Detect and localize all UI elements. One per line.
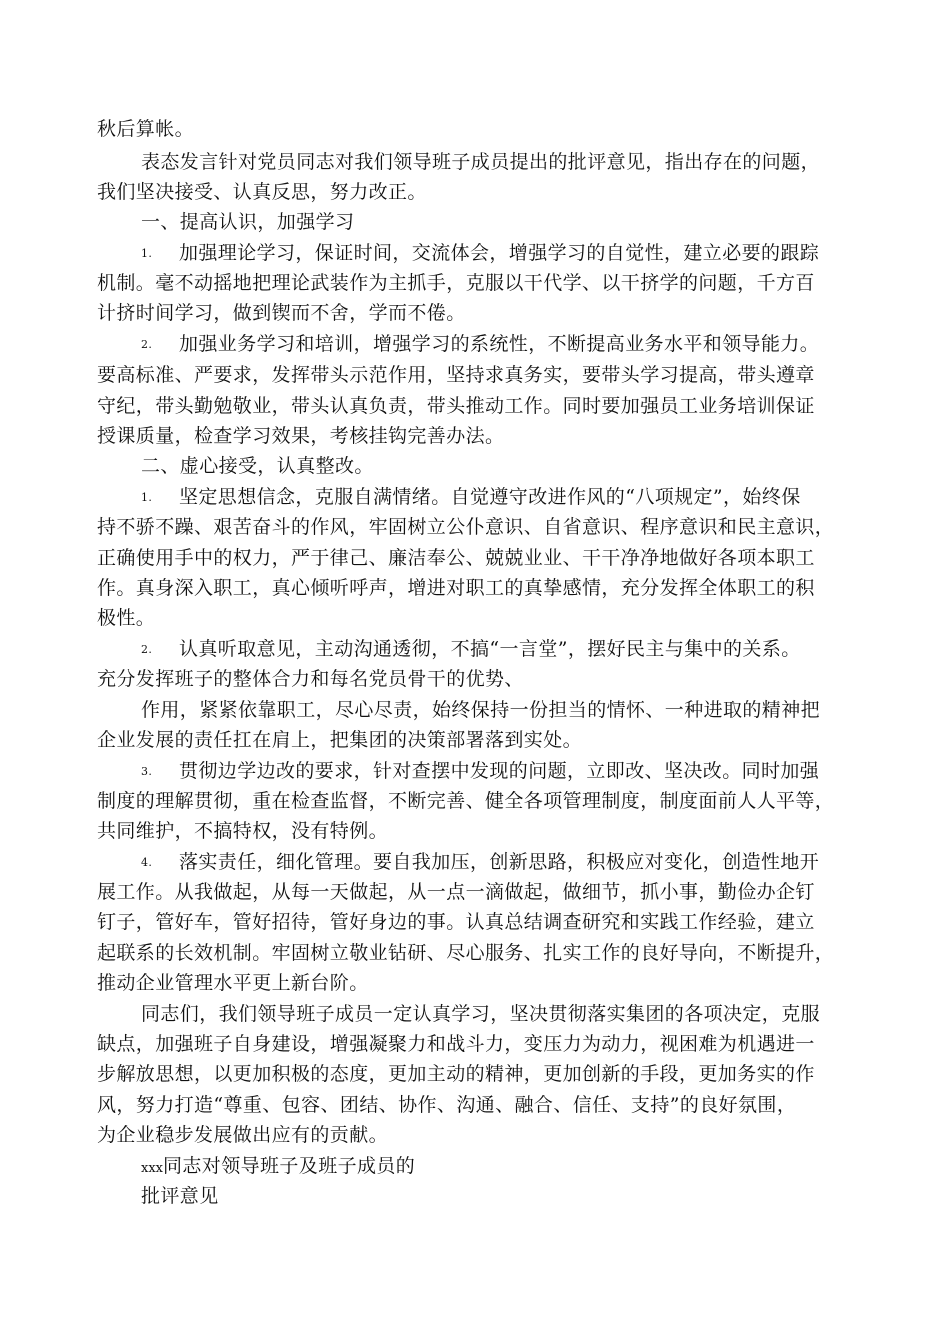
- text-line: 充分发挥班子的整体合力和每名党员骨干的优势、: [97, 668, 524, 690]
- list-number: 1.: [141, 247, 153, 260]
- list-item-2-2: [141, 634, 801, 665]
- section-heading-1: 一、提高认识，加强学习: [141, 211, 355, 233]
- text-line: 守纪，带头勤勉敬业，带头认真负责，带头推动工作。同时要加强员工业务培训保证: [97, 395, 815, 417]
- list-number: 4.: [141, 856, 153, 869]
- text-line: 钉子，管好车，管好招待，管好身边的事。认真总结调查研究和实践工作经验，建立: [97, 911, 815, 933]
- text-line: 授课质量，检查学习效果，考核挂钩完善办法。: [97, 425, 505, 447]
- text-line: 计挤时间学习，做到锲而不舍，学而不倦。: [97, 302, 466, 324]
- text-line: 展工作。从我做起，从每一天做起，从一点一滴做起，做细节，抓小事，勤俭办企钉: [97, 881, 815, 903]
- text-line: 企业发展的责任扛在肩上，把集团的决策部署落到实处。: [97, 729, 583, 751]
- text-line: 起联系的长效机制。牢固树立敬业钻研、尽心服务、扎实工作的良好导向，不断提升，: [97, 942, 835, 964]
- text-line: 缺点，加强班子自身建设，增强凝聚力和战斗力，变压力为动力，视困难为机遇进一: [97, 1033, 815, 1055]
- text-line: 风，努力打造“尊重、包容、团结、协作、沟通、融合、信任、支持”的良好氛围，: [97, 1094, 797, 1116]
- text-line: 极性。: [97, 607, 156, 629]
- list-item-1-2: [141, 329, 819, 360]
- text-line: 要高标准、严要求，发挥带头示范作用，坚持求真务实，要带头学习提高，带头遵章: [97, 364, 815, 386]
- list-item-2-4: [141, 847, 819, 878]
- title-text: 同志对领导班子及班子成员的: [163, 1155, 416, 1177]
- text-line: 认真听取意见，主动沟通透彻，不搞“一言堂”，摆好民主与集中的关系。: [179, 638, 801, 660]
- text-line: 落实责任，细化管理。要自我加压，创新思路，积极应对变化，创造性地开: [179, 851, 820, 873]
- text-line: 制度的理解贯彻，重在检查监督，不断完善、健全各项管理制度，制度面前人人平等，: [97, 790, 835, 812]
- list-item-2-3: [141, 756, 819, 787]
- text-line: 贯彻边学边改的要求，针对查摆中发现的问题，立即改、坚决改。同时加强: [179, 760, 820, 782]
- list-number: 2.: [141, 643, 153, 656]
- text-line: 秋后算帐。: [97, 118, 195, 140]
- list-number: 1.: [141, 491, 153, 504]
- paragraph-statement: 表态发言针对党员同志对我们领导班子成员提出的批评意见，指出存在的问题，: [141, 151, 821, 173]
- text-line: 作用，紧紧依靠职工，尽心尽责，始终保持一份担当的情怀、一种进取的精神把: [141, 699, 821, 721]
- text-line: 步解放思想，以更加积极的态度，更加主动的精神，更加创新的手段，更加务实的作: [97, 1063, 815, 1085]
- list-item-2-1: [141, 482, 801, 513]
- list-number: 2.: [141, 338, 153, 351]
- text-line: 加强业务学习和培训，增强学习的系统性，不断提高业务水平和领导能力。: [179, 333, 820, 355]
- text-line: 共同维护，不搞特权，没有特例。: [97, 820, 389, 842]
- list-number: 3.: [141, 765, 153, 778]
- text-line: 加强理论学习，保证时间，交流体会，增强学习的自觉性，建立必要的跟踪: [179, 242, 820, 264]
- text-line: 我们坚决接受、认真反思，努力改正。: [97, 181, 427, 203]
- text-line: 作。真身深入职工，真心倾听呼声，增进对职工的真挚感情，充分发挥全体职工的积: [97, 577, 815, 599]
- text-line: 持不骄不躁、艰苦奋斗的作风，牢固树立公仆意识、自省意识、程序意识和民主意识，: [97, 516, 835, 538]
- section-heading-2: 二、虚心接受，认真整改。: [141, 455, 374, 477]
- list-item-1-1: [141, 238, 819, 269]
- text-line: 正确使用手中的权力，严于律己、廉洁奉公、兢兢业业、干干净净地做好各项本职工: [97, 547, 815, 569]
- text-line: 为企业稳步发展做出应有的贡献。: [97, 1124, 389, 1146]
- text-line: 坚定思想信念，克服自满情绪。自觉遵守改进作风的“八项规定”，始终保: [179, 486, 801, 508]
- next-title: [141, 1151, 415, 1184]
- text-line: 机制。毫不动摇地把理论武装作为主抓手，克服以干代学、以干挤学的问题，千方百: [97, 272, 815, 294]
- next-title-line-2: 批评意见: [141, 1185, 219, 1207]
- paragraph-closing: 同志们，我们领导班子成员一定认真学习，坚决贯彻落实集团的各项决定，克服: [141, 1003, 821, 1025]
- text-line: 推动企业管理水平更上新台阶。: [97, 972, 369, 994]
- name-placeholder: xxx: [141, 1161, 163, 1176]
